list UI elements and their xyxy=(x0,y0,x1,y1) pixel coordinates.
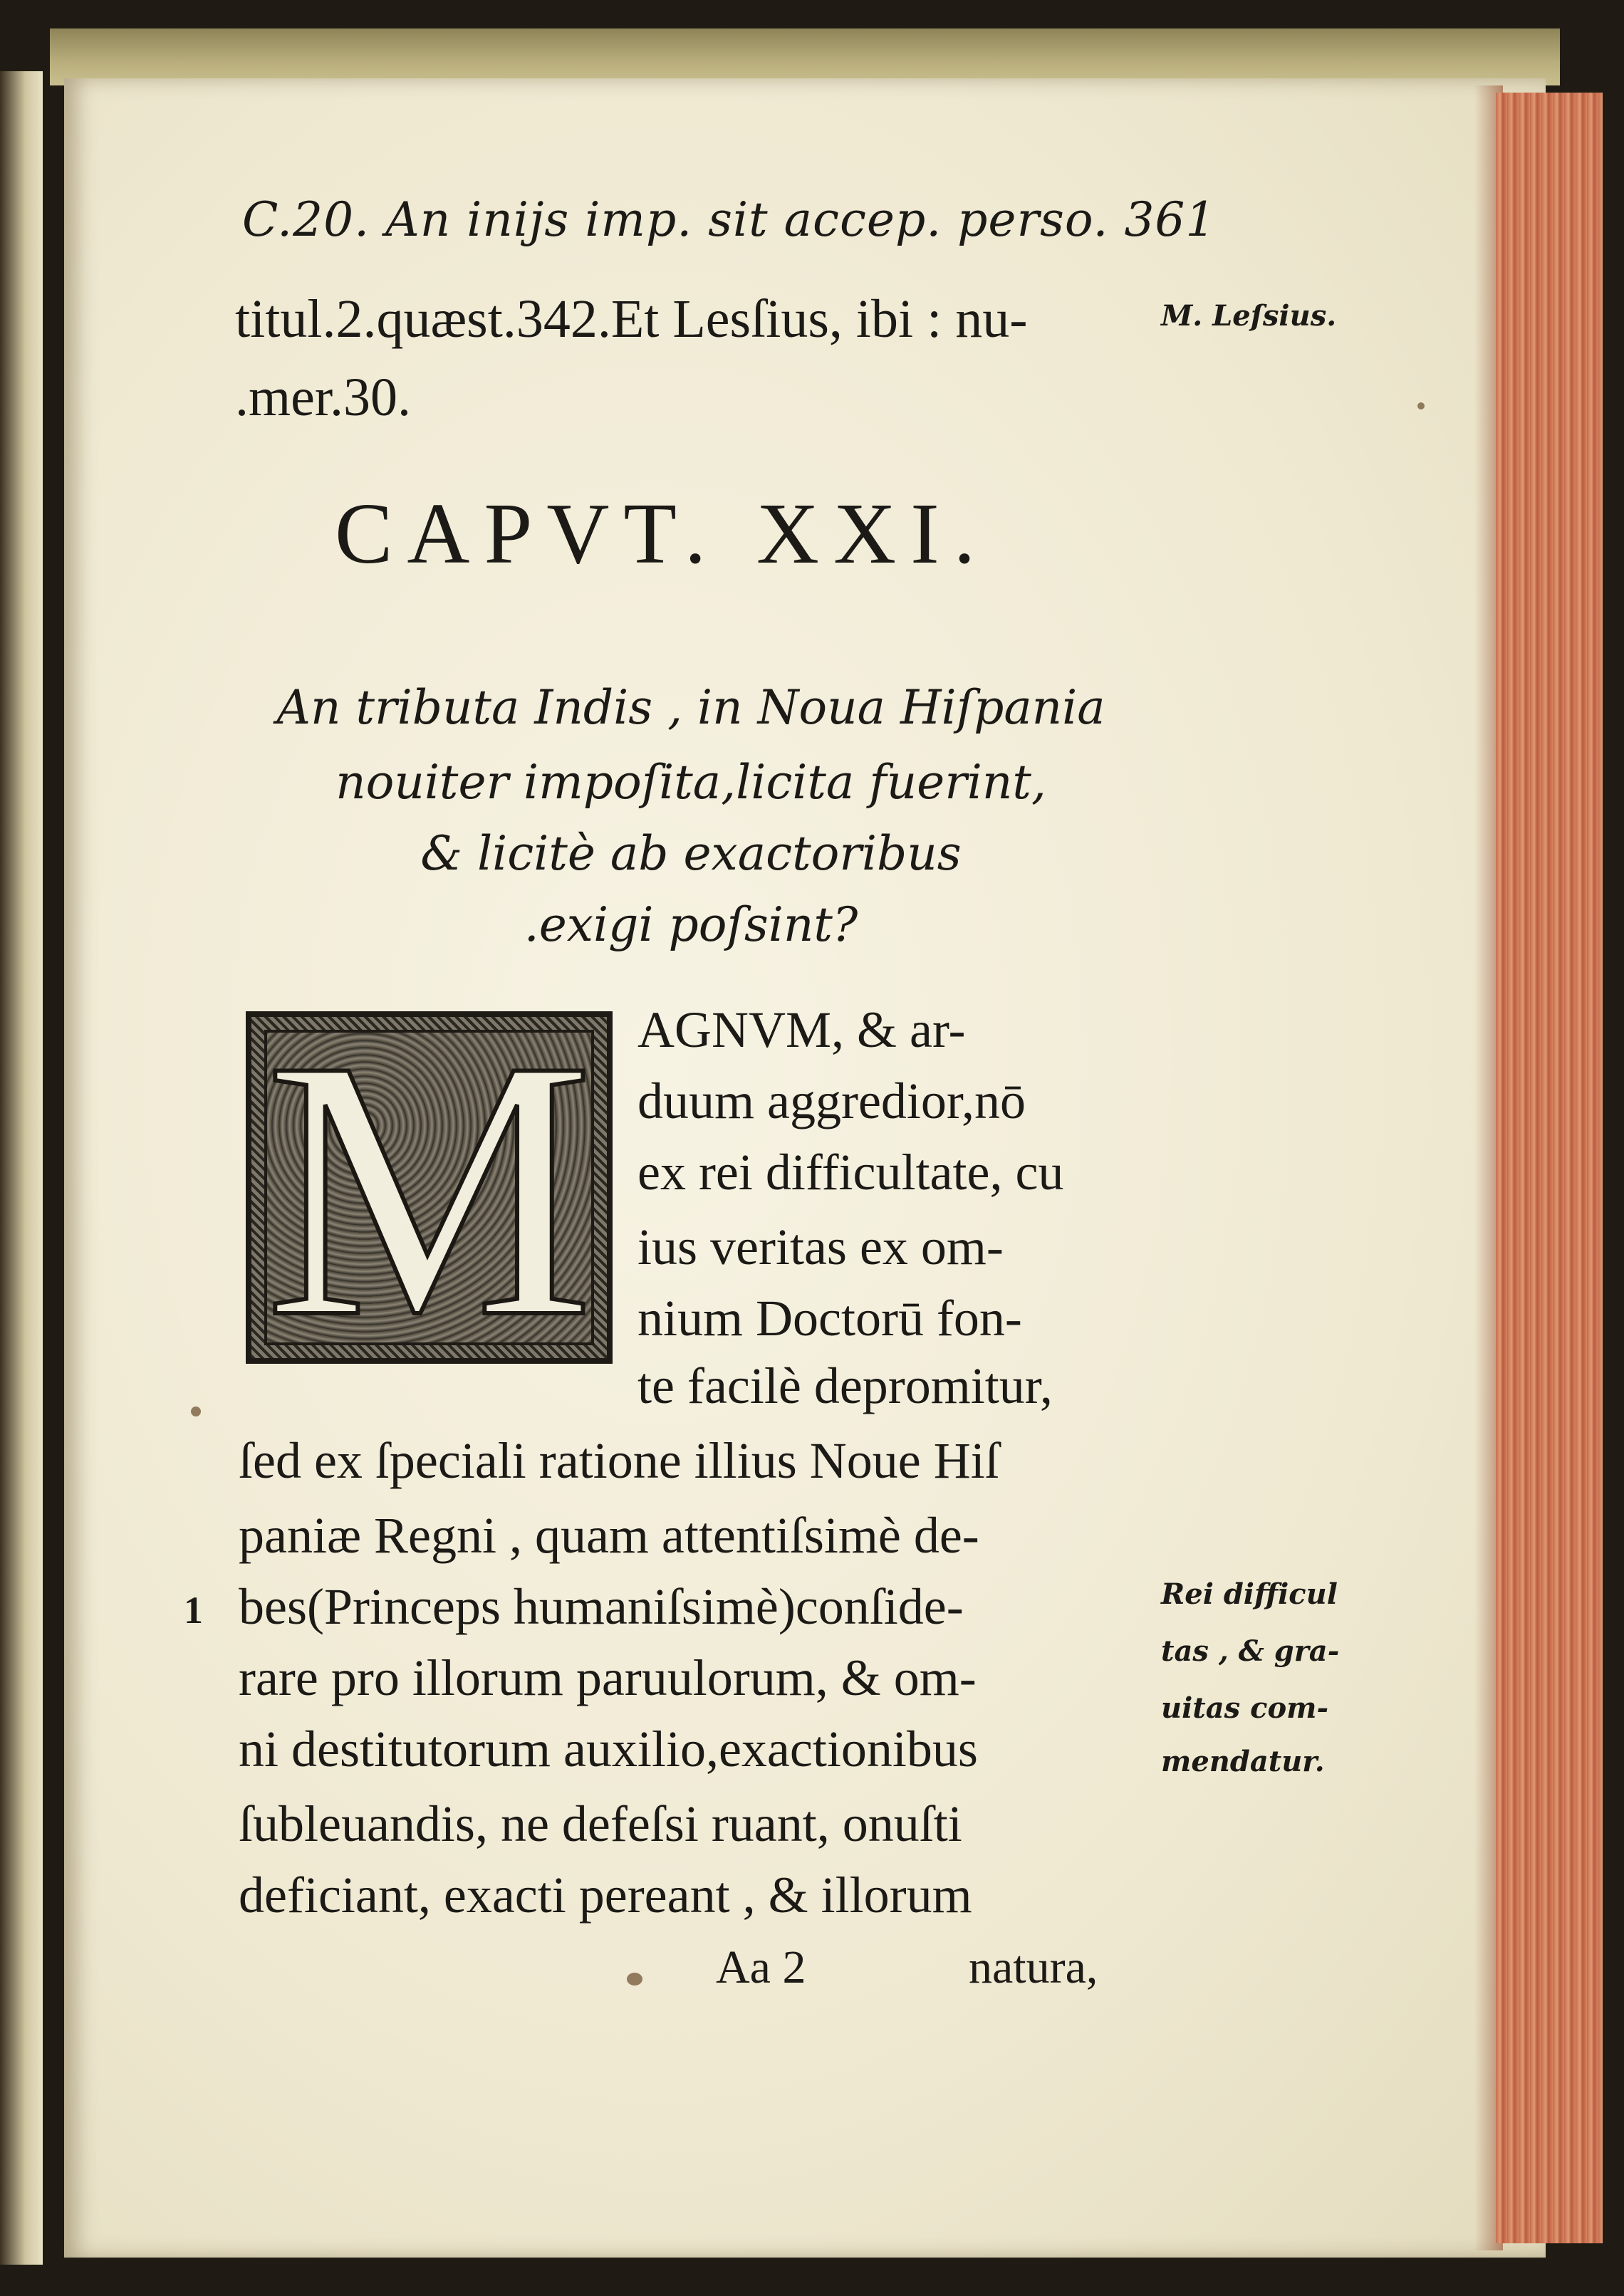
foxing-spot xyxy=(627,1973,642,1985)
decorated-initial xyxy=(246,984,613,1394)
chapter-title-line-4: .exigi poſsint? xyxy=(524,897,858,952)
chapter-title-line-2: nouiter impoſita,licita fuerint, xyxy=(335,755,1046,810)
chapter-title-line-3: & licitè ab exactoribus xyxy=(420,826,962,881)
body-line-10: rare pro illorum paruulorum, & om- xyxy=(239,1649,977,1706)
citation-line-1: titul.2.quæst.342.Et Lesſius, ibi : nu- xyxy=(235,289,1028,349)
body-line-6: te facilè depromitur, xyxy=(637,1357,1053,1414)
initial-letter: M xyxy=(264,984,594,1394)
body-line-8: paniæ Regni , quam attentiſsimè de- xyxy=(239,1507,979,1564)
marginal-number: 1 xyxy=(184,1589,203,1632)
body-line-5: nium Doctorū fon- xyxy=(637,1290,1022,1347)
body-line-7: ſed ex ſpeciali ratione illius Noue Hiſ xyxy=(239,1432,999,1489)
body-line-4: ius veritas ex om- xyxy=(637,1219,1004,1275)
margin-note-line-2: tas , & gra- xyxy=(1161,1634,1340,1668)
body-line-11: ni destitutorum auxilio,exactionibus xyxy=(239,1721,978,1778)
body-line-12: ſubleuandis, ne defeſsi ruant, onuſti xyxy=(239,1795,962,1852)
book-cover-top xyxy=(50,28,1560,85)
body-line-2: duum aggredior,nō xyxy=(637,1073,1026,1129)
body-line-9: bes(Princeps humaniſsimè)conſide- xyxy=(239,1578,964,1635)
body-line-13: deficiant, exacti pereant , & illorum xyxy=(239,1867,972,1924)
chapter-title-line-1: An tributa Indis , in Noua Hiſpania xyxy=(276,680,1105,735)
foxing-spot xyxy=(1417,402,1425,409)
foxing-spot xyxy=(191,1407,201,1416)
margin-note-lessius: M. Leſsius. xyxy=(1161,299,1337,333)
citation-line-2: .mer.30. xyxy=(235,367,411,427)
signature-mark: Aa 2 xyxy=(716,1941,806,1993)
gilded-page-edges xyxy=(1496,93,1603,2243)
running-head: C.20. An inijs imp. sit accep. perso. 361 xyxy=(242,192,1217,247)
facing-page-edge xyxy=(0,71,43,2265)
margin-note-line-4: mendatur. xyxy=(1161,1745,1325,1778)
margin-note-line-3: uitas com- xyxy=(1161,1691,1329,1725)
chapter-heading: CAPVT. XXI. xyxy=(335,486,990,582)
body-line-3: ex rei difficultate, cu xyxy=(637,1144,1064,1201)
catchword: natura, xyxy=(969,1941,1098,1993)
body-line-1: AGNVM, & ar- xyxy=(637,1001,966,1058)
margin-note-line-1: Rei difficul xyxy=(1161,1577,1338,1611)
